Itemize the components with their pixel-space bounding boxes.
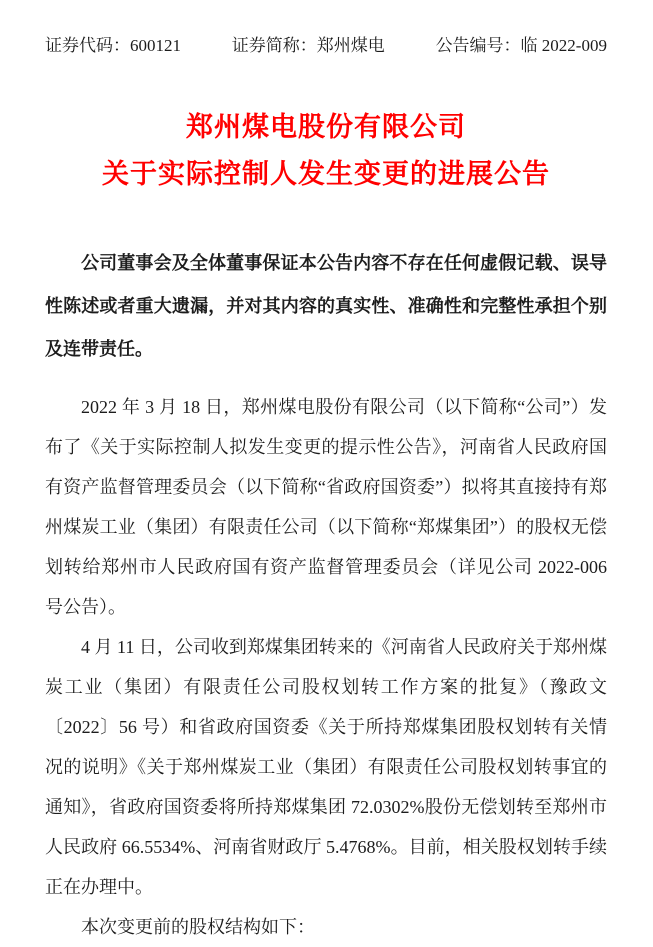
paragraph-initial-announcement: 2022 年 3 月 18 日，郑州煤电股份有限公司（以下简称“公司”）发布了《关于实际控制人拟发生变更的提示性公告》，河南省人民政府国有资产监督管理委员会（以下简称“省政府国资委”）拟将其直接持有郑州煤炭工业（集团）有限责任公司（以下简称“郑煤集团”）的股权无偿划转给郑州市人民政府国有资产监督管理委员会（详见公司 2022-006 号公告）。	[45, 397, 607, 617]
paragraph-transfer-approval: 4 月 11 日，公司收到郑煤集团转来的《河南省人民政府关于郑州煤炭工业（集团）有限责任公司股权划转工作方案的批复》（豫政文〔2022〕56 号）和省政府国资委《关于所持郑煤集团股权划转有关情况的说明》《关于郑州煤炭工业（集团）有限责任公司股权划转事宜的通知》，省政府国资委将所持郑煤集团 72.0302%股份无偿划转至郑州市人民政府 66.5534%、河南省财政厅 5.4768%。目前，相关股权划转手续正在办理中。	[45, 637, 607, 897]
title-announcement-subject: 关于实际控制人发生变更的进展公告	[102, 159, 550, 189]
securities-abbreviation: 证券简称：郑州煤电	[231, 36, 385, 55]
paragraph-structure-intro: 本次变更前的股权结构如下：	[81, 917, 315, 937]
document-header	[45, 34, 607, 58]
announcement-number: 公告编号：临 2022-009	[435, 36, 607, 55]
board-disclaimer: 公司董事会及全体董事保证本公告内容不存在任何虚假记载、误导性陈述或者重大遗漏，并对其内容的真实性、准确性和完整性承担个别及连带责任。	[45, 253, 607, 359]
document-title	[45, 104, 607, 198]
title-company-name: 郑州煤电股份有限公司	[186, 112, 466, 142]
securities-code: 证券代码：600121	[45, 36, 181, 55]
